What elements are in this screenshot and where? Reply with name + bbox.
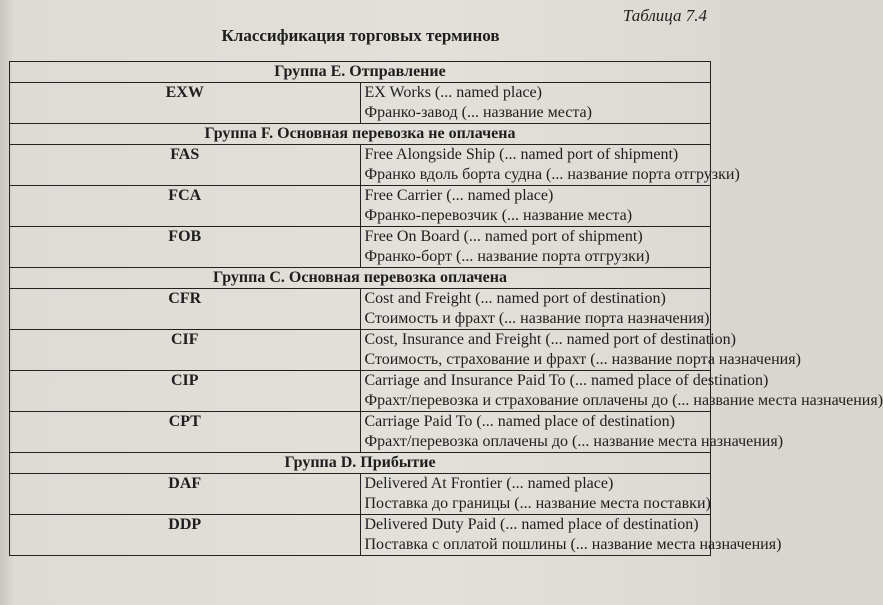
term-row [10, 474, 711, 515]
term-english: EX Works (... named place) [364, 84, 542, 101]
term-english: Cost and Freight (... named port of destination) [364, 290, 666, 307]
term-code: FAS [10, 145, 361, 186]
term-english: Carriage Paid To (... named place of destination) [364, 413, 675, 430]
term-row [10, 371, 711, 412]
term-code: DDP [10, 515, 361, 556]
term-english: Carriage and Insurance Paid To (... named place of destination) [364, 372, 769, 389]
group-header-row [10, 453, 711, 474]
term-russian: Франко-борт (... название порта отгрузки) [364, 248, 650, 265]
term-description [360, 145, 740, 186]
term-code: FCA [10, 186, 361, 227]
term-row [10, 330, 711, 371]
term-row [10, 145, 711, 186]
term-row [10, 186, 711, 227]
term-description [360, 186, 711, 227]
trade-terms-table [9, 61, 883, 556]
term-row [10, 515, 711, 556]
term-english: Delivered At Frontier (... named place) [364, 475, 614, 492]
group-header: Группа F. Основная перевозка не оплачена [10, 124, 711, 145]
term-code: DAF [10, 474, 361, 515]
term-description [360, 412, 784, 453]
term-russian: Стоимость, страхование и фрахт (... название порта назначения) [364, 351, 801, 368]
table-title: Классификация торговых терминов [221, 26, 500, 45]
group-header-row [10, 268, 711, 289]
term-row [10, 412, 711, 453]
term-english: Free On Board (... named port of shipment) [364, 228, 643, 245]
term-english: Free Alongside Ship (... named port of shipment) [364, 146, 679, 163]
group-header: Группа E. Отправление [10, 62, 711, 83]
group-header: Группа C. Основная перевозка оплачена [10, 268, 711, 289]
term-description [360, 474, 711, 515]
term-english: Delivered Duty Paid (... named place of destination) [364, 516, 699, 533]
term-russian: Франко-завод (... название места) [364, 104, 592, 121]
term-description [360, 83, 711, 124]
term-description [360, 330, 801, 371]
term-english: Cost, Insurance and Freight (... named port of destination) [364, 331, 736, 348]
term-row [10, 289, 711, 330]
term-russian: Поставка с оплатой пошлины (... название места назначения) [364, 536, 782, 553]
term-description [360, 289, 711, 330]
term-code: FOB [10, 227, 361, 268]
group-header: Группа D. Прибытие [10, 453, 711, 474]
term-description [360, 227, 711, 268]
term-description [360, 371, 883, 412]
term-row [10, 83, 711, 124]
term-code: EXW [10, 83, 361, 124]
term-russian: Поставка до границы (... название места поставки) [364, 495, 711, 512]
term-description [360, 515, 782, 556]
table-caption: Таблица 7.4 [622, 6, 707, 25]
term-code: CIF [10, 330, 361, 371]
term-russian: Франко-перевозчик (... название места) [364, 207, 633, 224]
group-header-row [10, 62, 711, 83]
term-code: CFR [10, 289, 361, 330]
term-row [10, 227, 711, 268]
term-russian: Франко вдоль борта судна (... название порта отгрузки) [364, 166, 740, 183]
term-russian: Фрахт/перевозка и страхование оплачены до (... название места назначения) [364, 392, 883, 409]
term-english: Free Carrier (... named place) [364, 187, 554, 204]
term-code: CIP [10, 371, 361, 412]
term-code: CPT [10, 412, 361, 453]
term-russian: Стоимость и фрахт (... название порта назначения) [364, 310, 710, 327]
group-header-row [10, 124, 711, 145]
term-russian: Фрахт/перевозка оплачены до (... название места назначения) [364, 433, 784, 450]
